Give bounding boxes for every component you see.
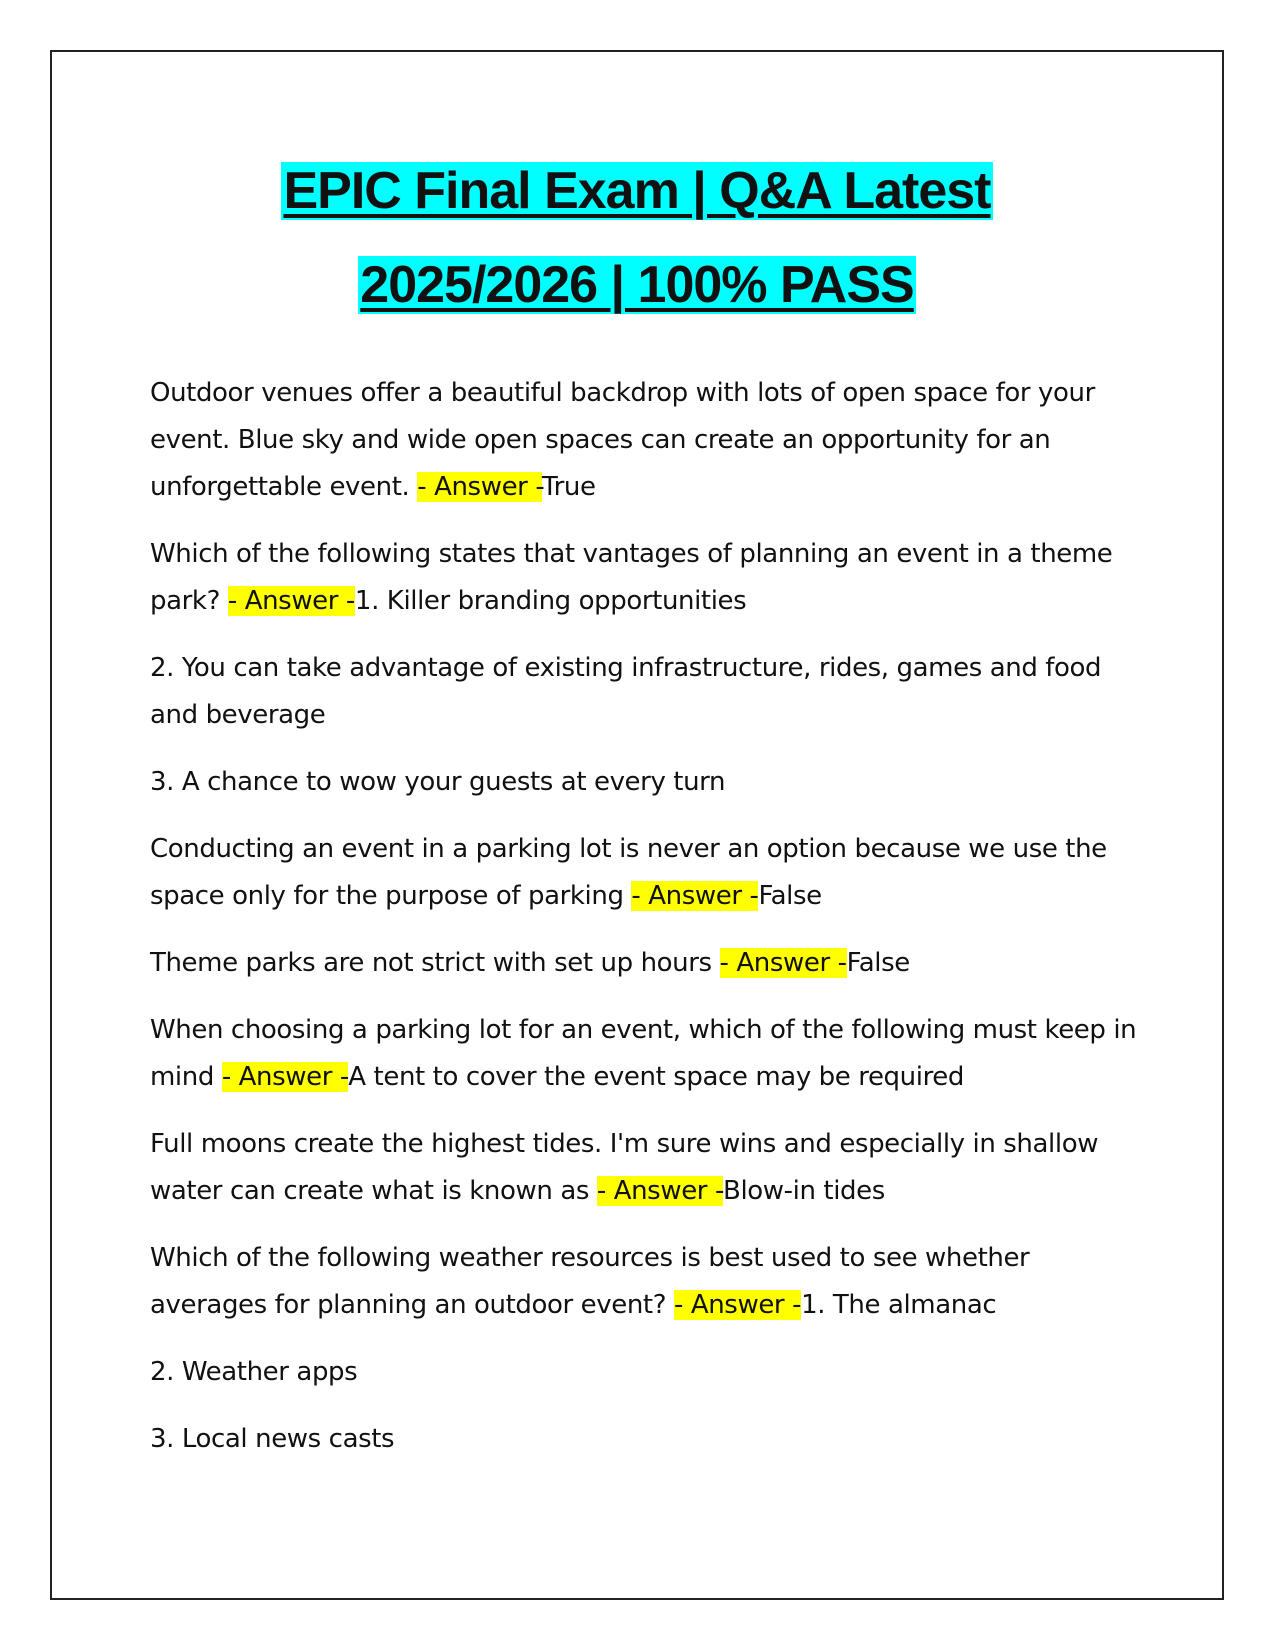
answer-text: 1. Killer branding opportunities <box>354 586 747 616</box>
question-text: Outdoor venues offer a beautiful backdrop with lots of open space for your event. Blue sky and wide open spaces can create an opportunity for an unforgettable event. <box>150 378 1095 502</box>
answer-marker: - Answer - <box>631 881 759 911</box>
question-text: Which of the following states that vantages of planning an event in a theme park? <box>150 539 1113 616</box>
answer-marker: - Answer - <box>719 948 847 978</box>
answer-text: 1. The almanac <box>801 1290 997 1320</box>
answer-marker: - Answer - <box>674 1290 802 1320</box>
document-title <box>50 150 1224 338</box>
question-text: Which of the following weather resources is best used to see whether averages for planning an outdoor event? <box>150 1243 1030 1320</box>
answer-text: False <box>846 948 910 978</box>
answer-continuation: 3. A chance to wow your guests at every turn <box>150 767 726 797</box>
qa-item <box>150 1235 1140 1329</box>
answer-text: True <box>541 472 596 502</box>
question-text: Full moons create the highest tides. I'm sure wins and especially in shallow water can create what is known as <box>150 1129 1099 1206</box>
qa-list <box>150 370 1140 1483</box>
answer-continuation: 2. Weather apps <box>150 1357 358 1387</box>
title-line-1: EPIC Final Exam | Q&A Latest <box>283 162 991 220</box>
answer-text: Blow-in tides <box>723 1176 885 1206</box>
question-text: When choosing a parking lot for an event, which of the following must keep in mind <box>150 1015 1137 1092</box>
qa-item <box>150 1121 1140 1215</box>
qa-item <box>150 1007 1140 1101</box>
answer-marker: - Answer - <box>221 1062 349 1092</box>
qa-item <box>150 826 1140 920</box>
answer-text: A tent to cover the event space may be required <box>348 1062 964 1092</box>
answer-marker: - Answer - <box>596 1176 724 1206</box>
qa-item <box>150 531 1140 625</box>
qa-item <box>150 940 1140 987</box>
answer-marker: - Answer - <box>417 472 542 502</box>
question-text: Conducting an event in a parking lot is never an option because we use the space only for the purpose of parking <box>150 834 1107 911</box>
question-text: Theme parks are not strict with set up hours <box>150 948 720 978</box>
qa-item <box>150 370 1140 511</box>
title-line-2: 2025/2026 | 100% PASS <box>360 256 914 314</box>
answer-marker: - Answer - <box>227 586 355 616</box>
answer-text: False <box>758 881 822 911</box>
answer-continuation: 2. You can take advantage of existing infrastructure, rides, games and food and beverage <box>150 653 1102 730</box>
answer-continuation: 3. Local news casts <box>150 1424 395 1454</box>
